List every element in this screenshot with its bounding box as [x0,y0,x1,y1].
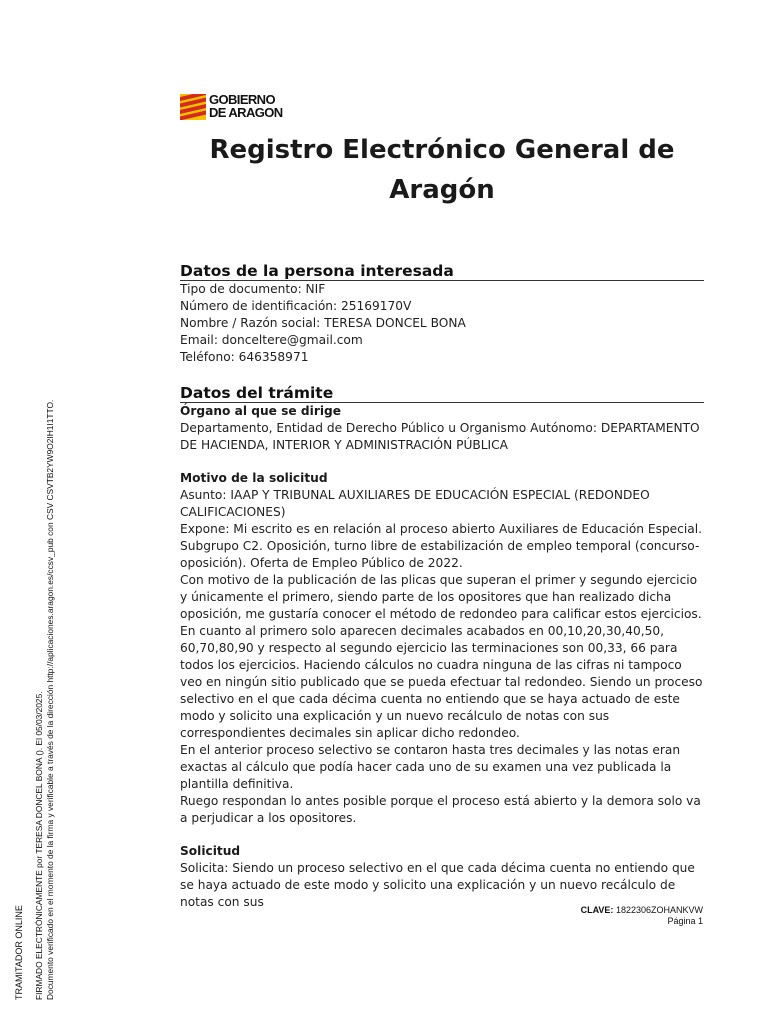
motivo-expone-2: Con motivo de la publicación de las plicas que superan el primer y segundo ejercicio y únicamente el primero, siendo parte de los opositores que han realizado dicha oposición, me gustaría conocer el método de redondeo para calificar estos ejercicios. En cuanto al primero solo aparecen decimales acabados en 00,10,20,30,40,50, 60,70,80,90 y respecto al segundo ejercicio las terminaciones son 00,33, 66 para todos los ejercicios. Haciendo cálculos no cuadra ninguna de las cifras ni tampoco veo en ningún sitio publicado que se pueda efectuar tal redondeo. Siendo un proceso selectivo en el que cada décima cuenta no entiendo que se haya actuado de este modo y solicito una explicación y un nuevo recálculo de notas con sus correspondientes decimales sin aplicar dicho redondeo. [180,573,703,740]
motivo-label: Motivo de la solicitud [180,471,328,485]
persona-numero-identificacion: Número de identificación: 25169170V [180,299,412,313]
side-verificado: Documento verificado en el momento de la firma y verificable a través de la dirección http://aplicaciones.aragon.es/ccsv_pub con CSV CSVTB2YW9O2IH1I1TTO. [45,399,55,1000]
signature-side-text [10,280,54,1000]
motivo-expone-3: En el anterior proceso selectivo se contaron hasta tres decimales y las notas eran exactas al cálculo que podía hacer cada uno de su examen una vez publicada la plantilla definitiva. [180,743,681,791]
document-body [180,262,704,911]
persona-nombre: Nombre / Razón social: TERESA DONCEL BONA [180,316,466,330]
motivo-expone-4: Ruego respondan lo antes posible porque el proceso está abierto y la demora solo va a perjudicar a los opositores. [180,794,701,825]
footer-clave [581,905,703,927]
motivo-asunto: Asunto: IAAP Y TRIBUNAL AUXILIARES DE EDUCACIÓN ESPECIAL (REDONDEO CALIFICACIONES) [180,488,650,519]
page-number: Página 1 [667,916,703,926]
clave-label: CLAVE: [580,905,614,915]
side-firmado: FIRMADO ELECTRÓNICAMENTE por TERESA DONCEL BONA (). El 05/03/2025. [34,691,44,1000]
clave-value: 1822306ZOHANKVW [615,905,703,915]
solicitud-label: Solicitud [180,844,241,858]
aragon-flag-icon [180,94,206,120]
section-tramite-heading: Datos del trámite [180,384,704,403]
persona-telefono: Teléfono: 646358971 [180,350,309,364]
page-title: Registro Electrónico General de Aragón [209,135,675,205]
gobierno-aragon-logo [180,94,310,122]
organo-text: Departamento, Entidad de Derecho Público u Organismo Autónomo: DEPARTAMENTO DE HACIENDA, INTERIOR Y ADMINISTRACIÓN PÚBLICA [180,421,700,452]
persona-email: Email: donceltere@gmail.com [180,333,363,347]
organo-label: Órgano al que se dirige [180,404,342,418]
section-persona-heading: Datos de la persona interesada [180,262,704,281]
motivo-expone-1: Expone: Mi escrito es en relación al proceso abierto Auxiliares de Educación Especial. Subgrupo C2. Oposición, turno libre de estabilización de empleo temporal (concurso-oposición). Oferta de Empleo Público de 2022. [180,522,702,570]
solicitud-text: Solicita: Siendo un proceso selectivo en el que cada décima cuenta no entiendo que se haya actuado de este modo y solicito una explicación y un nuevo recálculo de notas con sus [180,861,695,909]
side-tramitador: TRAMITADOR ONLINE [14,905,24,1000]
persona-tipo-documento: Tipo de documento: NIF [180,282,326,296]
logo-wordmark: GOBIERNO DE ARAGON [209,92,283,120]
